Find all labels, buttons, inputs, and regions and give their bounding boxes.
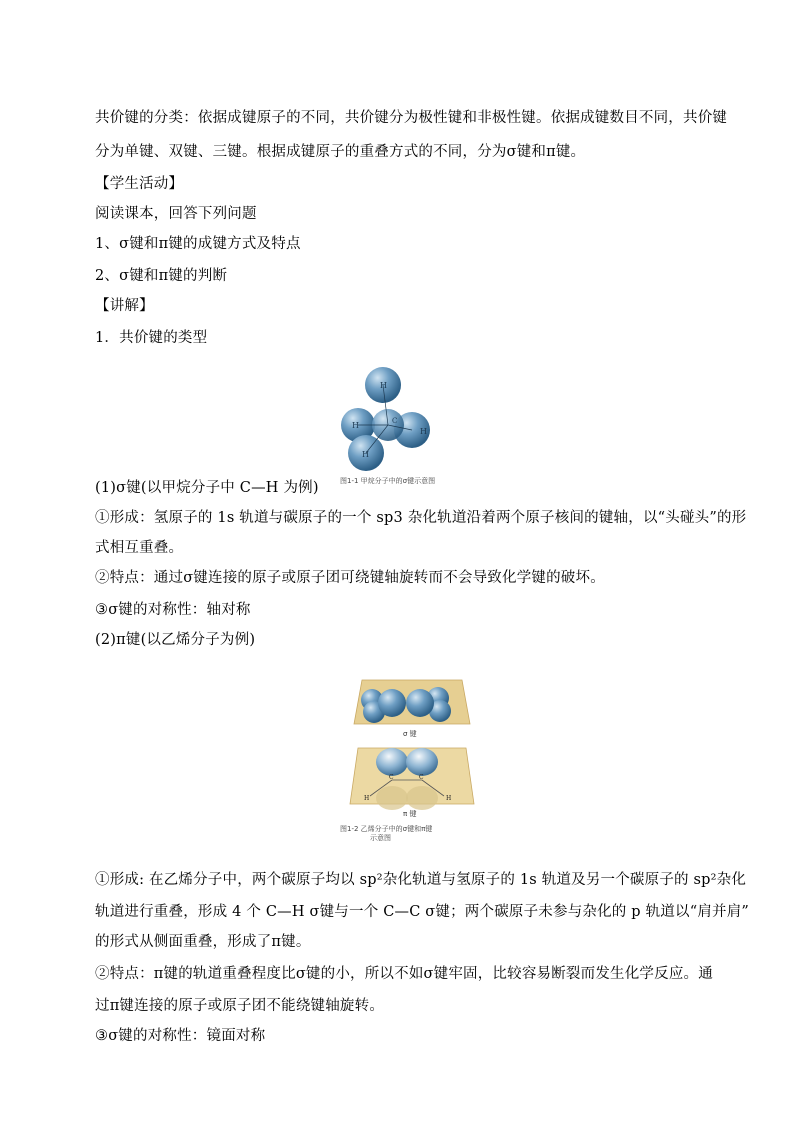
atom-label: H [362,450,369,459]
pi-formation-line1: ①形成: 在乙烯分子中，两个碳原子均以 sp²杂化轨道与氢原子的 1s 轨道及另一个碳原子的 sp²杂化 [95,872,747,888]
question-1: 1、σ键和π键的成键方式及特点 [95,236,301,252]
p-orbital-lobe [376,786,408,810]
question-2: 2、σ键和π键的判断 [95,268,228,284]
heading-lecture: 【讲解】 [95,298,154,314]
pi-symmetry: ③σ键的对称性：镜面对称 [95,1028,266,1044]
sigma-panel-label: σ 键 [403,730,417,738]
paragraph-classification-line2: 分为单键、双键、三键。根据成键原子的重叠方式的不同，分为σ键和π键。 [95,144,586,160]
atom-label: H [380,381,387,390]
figure1-caption: 图1-1 甲烷分子中的σ键示意图 [340,477,436,485]
paragraph-classification-line1: 共价键的分类：依据成键原子的不同，共价键分为极性键和非极性键。依据成键数目不同，共价键 [95,110,728,126]
instruction-read-text: 阅读课本，回答下列问题 [95,206,257,222]
sigma-bond-title: (1)σ键(以甲烷分子中 C—H 为例) [95,480,319,496]
atom-label: H [446,795,452,802]
figure2-caption-line1: 图1-2 乙烯分子中的σ键和π键 [340,825,433,833]
sigma-formation-line1: ①形成：氢原子的 1s 轨道与碳原子的一个 sp3 杂化轨道沿着两个原子核间的键轴，以“头碰头”的形 [95,510,747,526]
p-orbital-lobe [376,748,408,776]
carbon-sphere [378,689,406,717]
atom-label: H [352,421,359,430]
pi-feature-line1: ②特点：π键的轨道重叠程度比σ键的小，所以不如σ键牢固，比较容易断裂而发生化学反应。通 [95,966,713,982]
sigma-feature: ②特点：通过σ键连接的原子或原子团可绕键轴旋转而不会导致化学键的破坏。 [95,570,605,586]
pi-panel-label: π 键 [403,810,417,818]
figure2-caption-line2: 示意图 [370,834,391,842]
carbon-sphere [406,689,434,717]
pi-feature-line2: 过π键连接的原子或原子团不能绕键轴旋转。 [95,998,385,1014]
atom-label: H [364,795,370,802]
heading-student-activity: 【学生活动】 [95,176,184,192]
atom-label: H [420,427,427,436]
methane-sigma-diagram [330,360,480,490]
pi-formation-line3: 的形式从侧面重叠，形成了π键。 [95,934,311,950]
atom-label: C [392,417,398,425]
atom-label: C [419,774,424,781]
figure-methane-sigma [330,360,480,490]
p-orbital-lobe [406,748,438,776]
pi-bond-title: (2)π键(以乙烯分子为例) [95,632,256,648]
sigma-formation-line2: 式相互重叠。 [95,540,184,556]
p-orbital-lobe [406,786,438,810]
figure-ethylene-sigma-pi [340,672,490,852]
section-covalent-bond-types: 1．共价键的类型 [95,330,208,346]
pi-formation-line2: 轨道进行重叠，形成 4 个 C—H σ键与一个 C—C σ键；两个碳原子未参与杂化的 p 轨道以“肩并肩” [95,904,750,920]
atom-label: C [389,774,394,781]
sigma-symmetry: ③σ键的对称性：轴对称 [95,602,251,618]
